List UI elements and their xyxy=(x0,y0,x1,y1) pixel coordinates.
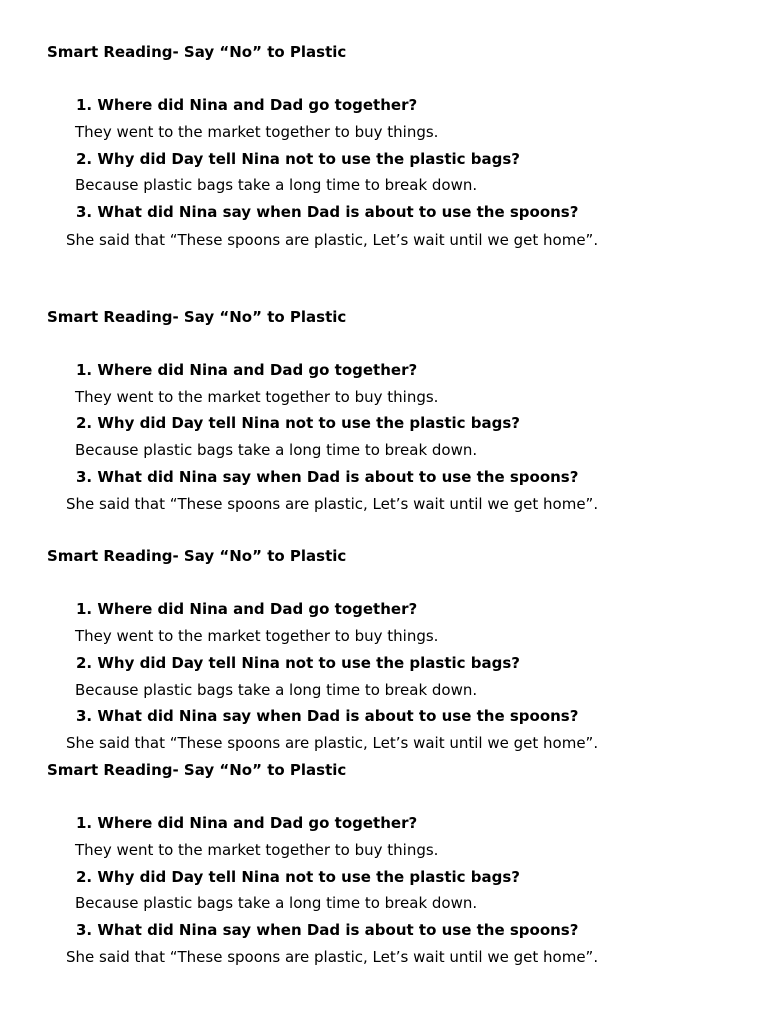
answer-2: Because plastic bags take a long time to break down. xyxy=(75,681,478,699)
question-2: 2. Why did Day tell Nina not to use the plastic bags? xyxy=(76,868,521,886)
question-1: 1. Where did Nina and Dad go together? xyxy=(76,600,418,618)
answer-3: She said that “These spoons are plastic, Let’s wait until we get home”. xyxy=(66,948,599,966)
answer-2: Because plastic bags take a long time to break down. xyxy=(75,176,478,194)
answer-2: Because plastic bags take a long time to break down. xyxy=(75,894,478,912)
worksheet-title: Smart Reading- Say “No” to Plastic xyxy=(47,43,347,61)
worksheet-title: Smart Reading- Say “No” to Plastic xyxy=(47,761,347,779)
question-3: 3. What did Nina say when Dad is about to use the spoons? xyxy=(76,203,579,221)
answer-3: She said that “These spoons are plastic, Let’s wait until we get home”. xyxy=(66,495,599,513)
worksheet-title: Smart Reading- Say “No” to Plastic xyxy=(47,308,347,326)
question-3: 3. What did Nina say when Dad is about to use the spoons? xyxy=(76,921,579,939)
question-3: 3. What did Nina say when Dad is about to use the spoons? xyxy=(76,468,579,486)
question-2: 2. Why did Day tell Nina not to use the plastic bags? xyxy=(76,654,521,672)
answer-3: She said that “These spoons are plastic, Let’s wait until we get home”. xyxy=(66,734,599,752)
question-1: 1. Where did Nina and Dad go together? xyxy=(76,96,418,114)
answer-1: They went to the market together to buy things. xyxy=(75,841,439,859)
question-2: 2. Why did Day tell Nina not to use the plastic bags? xyxy=(76,414,521,432)
question-1: 1. Where did Nina and Dad go together? xyxy=(76,361,418,379)
answer-2: Because plastic bags take a long time to break down. xyxy=(75,441,478,459)
answer-1: They went to the market together to buy things. xyxy=(75,123,439,141)
answer-1: They went to the market together to buy things. xyxy=(75,627,439,645)
question-2: 2. Why did Day tell Nina not to use the plastic bags? xyxy=(76,150,521,168)
answer-3: She said that “These spoons are plastic, Let’s wait until we get home”. xyxy=(66,231,599,249)
worksheet-title: Smart Reading- Say “No” to Plastic xyxy=(47,547,347,565)
answer-1: They went to the market together to buy things. xyxy=(75,388,439,406)
question-1: 1. Where did Nina and Dad go together? xyxy=(76,814,418,832)
question-3: 3. What did Nina say when Dad is about to use the spoons? xyxy=(76,707,579,725)
